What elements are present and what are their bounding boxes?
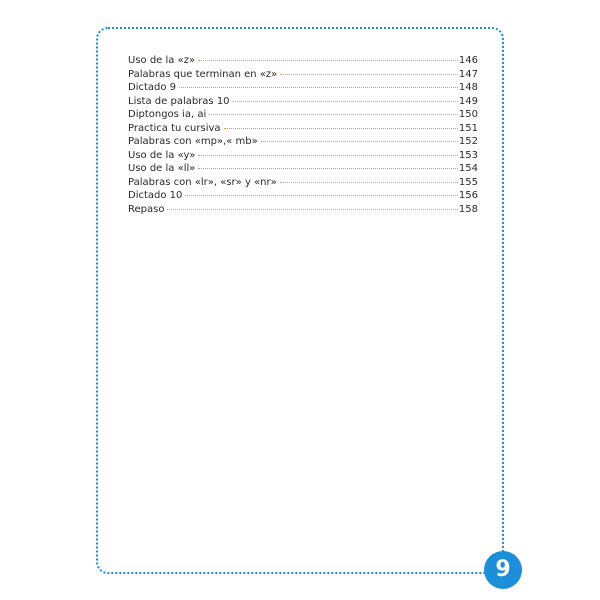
dot-leader <box>224 128 458 129</box>
toc-entry <box>128 122 478 136</box>
toc-entry <box>128 135 478 149</box>
dot-leader <box>261 141 458 142</box>
toc-entry <box>128 68 478 82</box>
dot-leader <box>198 168 458 169</box>
dot-leader <box>209 114 458 115</box>
toc-entry-page: 156 <box>458 190 478 201</box>
toc-entry-title: Palabras con «mp»,« mb» <box>128 136 258 147</box>
dot-leader <box>233 101 458 102</box>
toc-entry <box>128 176 478 190</box>
dot-leader <box>280 182 458 183</box>
toc-entry-title: Repaso <box>128 203 165 215</box>
toc-entry-page: 150 <box>458 109 478 120</box>
toc-entry <box>128 149 478 163</box>
toc-entry-page: 148 <box>458 82 478 93</box>
toc-entry <box>128 95 478 109</box>
toc-entry-page: 158 <box>458 203 478 215</box>
toc-entry-page: 154 <box>458 163 478 174</box>
toc-entry-page: 147 <box>458 68 478 80</box>
toc-entry-title: Palabras con «lr», «sr» y «nr» <box>128 176 277 188</box>
dot-leader <box>167 209 457 210</box>
toc-entry-page: 155 <box>458 176 478 188</box>
dot-leader <box>185 195 458 196</box>
dot-leader <box>198 155 458 156</box>
toc-entry-title: Dictado 10 <box>128 190 183 201</box>
toc-entry-page: 146 <box>458 55 478 66</box>
toc-entry-page: 149 <box>458 95 478 107</box>
toc-entry <box>128 189 478 203</box>
dot-leader <box>179 87 458 88</box>
toc-entry <box>128 81 478 95</box>
toc-entry-title: Practica tu cursiva <box>128 122 221 134</box>
table-of-contents <box>128 54 478 216</box>
toc-entry-page: 151 <box>458 122 478 134</box>
toc-entry <box>128 108 478 122</box>
toc-entry-title: Uso de la «z» <box>128 55 196 66</box>
toc-entry-title: Uso de la «y» <box>128 149 196 161</box>
toc-entry-title: Palabras que terminan en «z» <box>128 68 278 80</box>
toc-entry-title: Uso de la «ll» <box>128 163 196 174</box>
toc-entry-page: 153 <box>458 149 478 161</box>
toc-entry-page: 152 <box>458 136 478 147</box>
toc-entry <box>128 54 478 68</box>
toc-entry-title: Dictado 9 <box>128 82 177 93</box>
dot-leader <box>280 74 458 75</box>
toc-entry <box>128 162 478 176</box>
toc-entry-title: Diptongos ia, ai <box>128 109 207 120</box>
page-number-badge: 9 <box>484 551 522 589</box>
dot-leader <box>198 60 458 61</box>
toc-entry-title: Lista de palabras 10 <box>128 95 230 107</box>
toc-entry <box>128 203 478 217</box>
